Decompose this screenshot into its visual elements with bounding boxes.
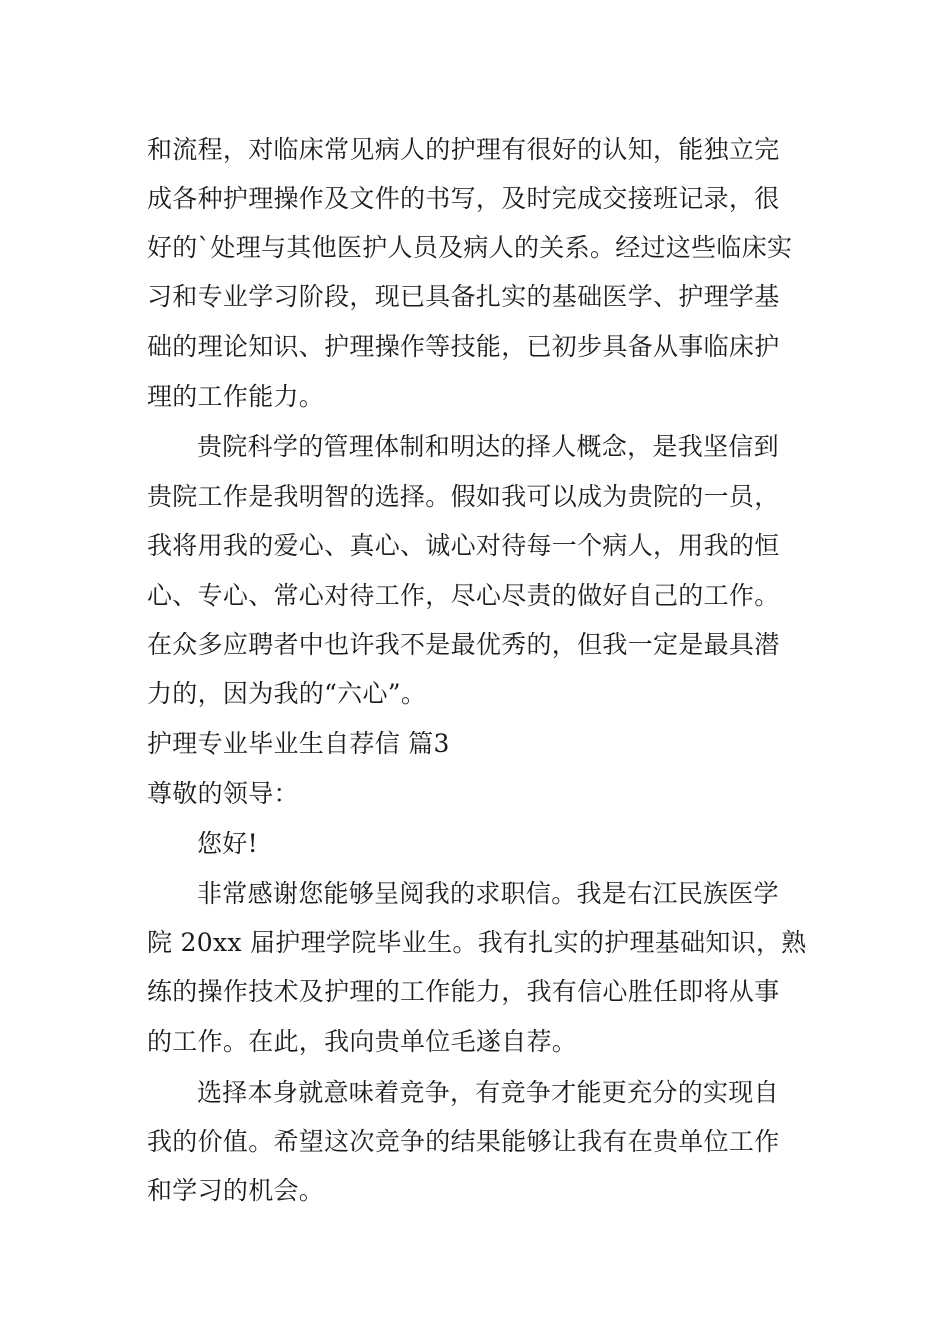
- paragraph-line: 好的`处理与其他医护人员及病人的关系。经过这些临床实: [147, 233, 793, 262]
- paragraph-line: 贵院工作是我明智的选择。假如我可以成为贵院的一员，: [147, 482, 780, 511]
- paragraph-line: 理的工作能力。: [147, 382, 325, 411]
- section-heading: 护理专业毕业生自荐信 篇3: [147, 729, 450, 758]
- paragraph-line: 在众多应聘者中也许我不是最优秀的，但我一定是最具潜: [147, 630, 780, 659]
- paragraph-line: 我的价值。希望这次竞争的结果能够让我有在贵单位工作: [147, 1127, 780, 1156]
- paragraph-line: 成各种护理操作及文件的书写，及时完成交接班记录，很: [147, 184, 780, 213]
- paragraph-line: 础的理论知识、护理操作等技能，已初步具备从事临床护: [147, 332, 780, 361]
- paragraph-line: 非常感谢您能够呈阅我的求职信。我是右江民族医学: [197, 879, 779, 908]
- paragraph-line: 心、专心、常心对待工作，尽心尽责的做好自己的工作。: [147, 581, 780, 610]
- greeting: 您好!: [197, 829, 258, 858]
- paragraph-line: 和流程，对临床常见病人的护理有很好的认知，能独立完: [147, 135, 780, 164]
- paragraph-line: 力的，因为我的“六心”。: [147, 679, 427, 708]
- salutation: 尊敬的领导：: [147, 779, 299, 808]
- paragraph-line: 我将用我的爱心、真心、诚心对待每一个病人，用我的恒: [147, 531, 780, 560]
- paragraph-line: 习和专业学习阶段，现已具备扎实的基础医学、护理学基: [147, 282, 780, 311]
- paragraph-line: 选择本身就意味着竞争，有竞争才能更充分的实现自: [197, 1078, 779, 1107]
- paragraph-line: 和学习的机会。: [147, 1176, 325, 1205]
- paragraph-line: 练的操作技术及护理的工作能力，我有信心胜任即将从事: [147, 977, 780, 1006]
- paragraph-line: 贵院科学的管理体制和明达的择人概念，是我坚信到: [197, 432, 779, 461]
- paragraph-line: 院 20xx 届护理学院毕业生。我有扎实的护理基础知识，熟: [147, 928, 807, 957]
- paragraph-line: 的工作。在此，我向贵单位毛遂自荐。: [147, 1027, 578, 1056]
